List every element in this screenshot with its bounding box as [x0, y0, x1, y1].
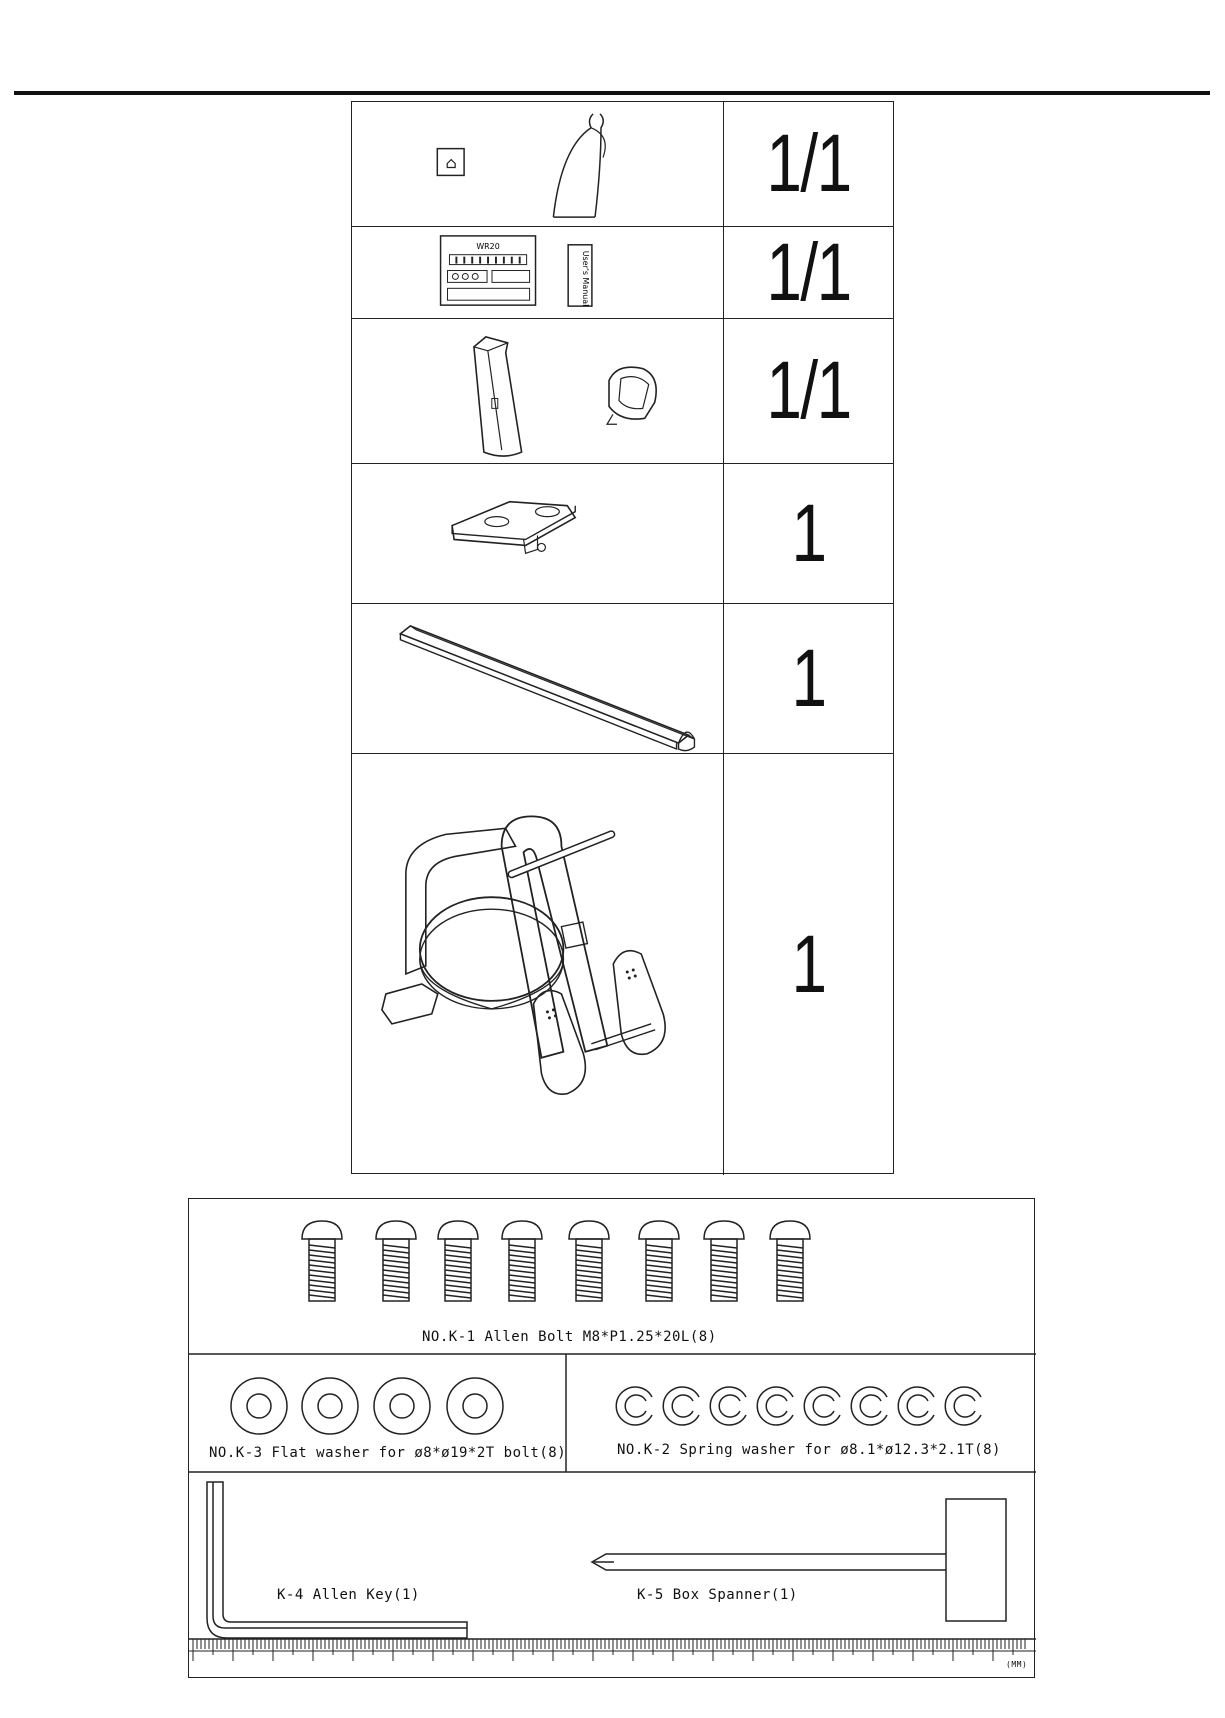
rowing-machine-icon — [352, 754, 724, 1175]
spring-washer-icon-group — [616, 1387, 981, 1425]
allen-bolt-icon — [302, 1221, 342, 1301]
spring-washer-icon — [804, 1387, 840, 1425]
allen-bolt-icon — [704, 1221, 744, 1301]
flat-washer-icon — [447, 1378, 503, 1434]
top-rule — [14, 91, 1210, 95]
spring-washer-icon — [851, 1387, 887, 1425]
spring-washer-icon — [757, 1387, 793, 1425]
allen-bolt-icon — [569, 1221, 609, 1301]
parts-row-3 — [352, 319, 893, 464]
qty-row-5: 1 — [791, 632, 826, 724]
spring-washer-icon — [710, 1387, 746, 1425]
qty-row-6: 1 — [791, 918, 826, 1010]
flat-washer-icon — [302, 1378, 358, 1434]
k4-label: K-4 Allen Key(1) — [277, 1587, 420, 1603]
parts-row-4 — [352, 464, 893, 604]
allen-bolt-icon — [438, 1221, 478, 1301]
parts-row-1 — [352, 102, 893, 227]
monitor-and-manual-icon — [352, 227, 724, 318]
qty-row-4: 1 — [791, 487, 826, 579]
allen-bolt-icon — [639, 1221, 679, 1301]
k3-label: NO.K-3 Flat washer for ø8*ø19*2T bolt(8) — [209, 1445, 567, 1461]
allen-bolt-icon — [376, 1221, 416, 1301]
hardware-pack-panel — [188, 1198, 1035, 1678]
handle-post-and-cover-icon — [352, 319, 724, 463]
k2-label: NO.K-2 Spring washer for ø8.1*ø12.3*2.1T(8) — [617, 1442, 1001, 1458]
qty-row-1: 1/1 — [766, 118, 851, 209]
spring-washer-icon — [663, 1387, 699, 1425]
allen-bolt-icon-group — [302, 1221, 810, 1301]
parts-table — [351, 101, 894, 1174]
spring-washer-icon — [945, 1387, 981, 1425]
mm-ruler — [189, 1639, 1036, 1661]
allen-bolt-icon — [770, 1221, 810, 1301]
tie-wrap-and-cap-icon — [352, 102, 724, 226]
flat-washer-icon-group — [231, 1378, 503, 1434]
rail-beam-icon — [352, 604, 724, 753]
monitor-label: WR20 — [476, 241, 500, 251]
k5-label: K-5 Box Spanner(1) — [637, 1587, 798, 1603]
qty-row-3: 1/1 — [766, 345, 851, 436]
ruler-unit-label: (MM) — [1006, 1660, 1028, 1669]
parts-row-6 — [352, 754, 893, 1175]
allen-key-icon — [207, 1482, 467, 1638]
parts-row-5 — [352, 604, 893, 754]
footrest-plate-icon — [352, 464, 724, 603]
k1-label: NO.K-1 Allen Bolt M8*P1.25*20L(8) — [422, 1329, 717, 1345]
parts-row-2 — [352, 227, 893, 319]
flat-washer-icon — [374, 1378, 430, 1434]
flat-washer-icon — [231, 1378, 287, 1434]
spring-washer-icon — [616, 1387, 652, 1425]
allen-bolt-icon — [502, 1221, 542, 1301]
qty-row-2: 1/1 — [766, 226, 851, 318]
manual-label: User's Manual — [581, 250, 590, 307]
spring-washer-icon — [898, 1387, 934, 1425]
